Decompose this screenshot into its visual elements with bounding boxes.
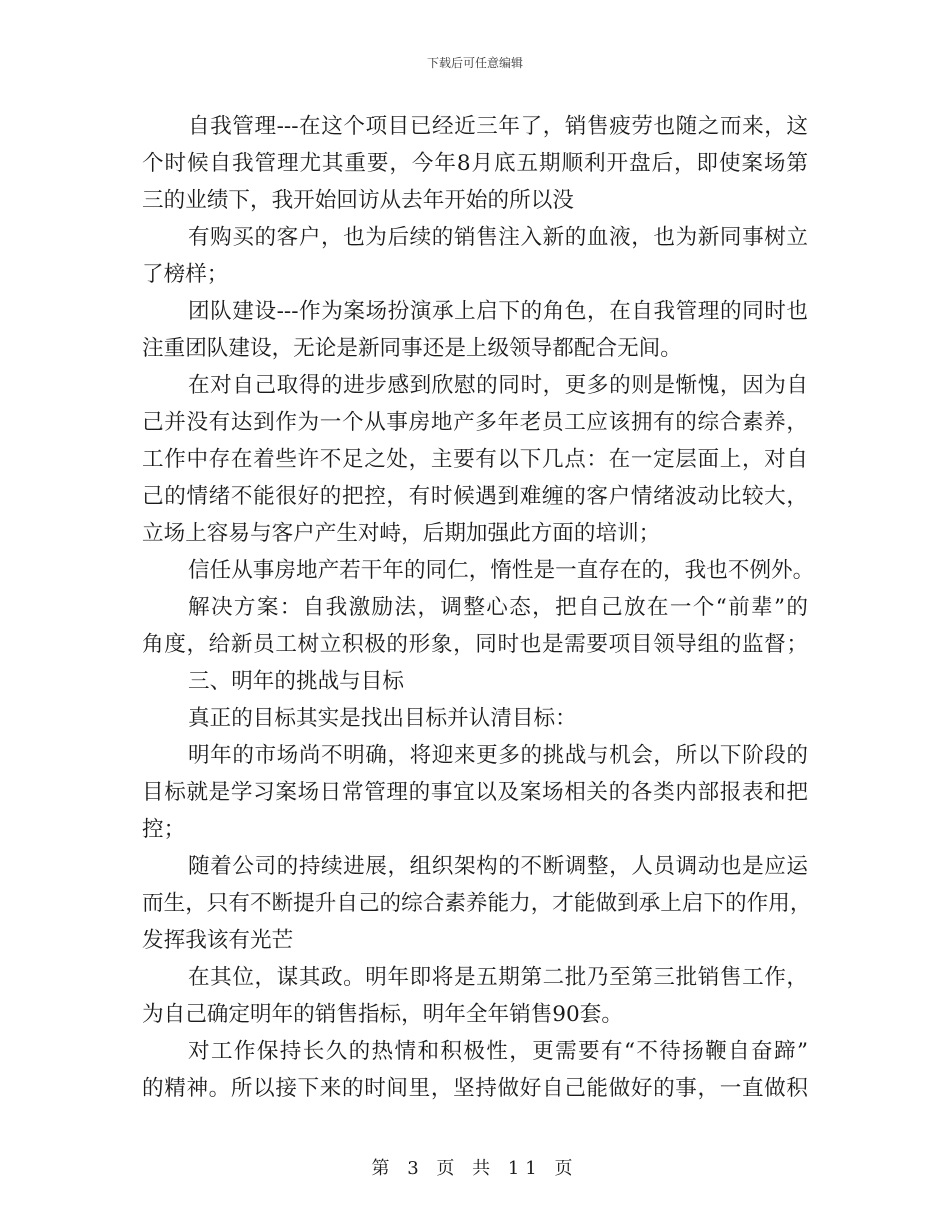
text-line: 了榜样； <box>142 262 229 287</box>
text-line: 在对自己取得的进步感到欣慰的同时，更多的则是惭愧，因为自 <box>188 373 808 398</box>
text-line: 明年的市场尚不明确，将迎来更多的挑战与机会，所以下阶段的 <box>188 743 808 768</box>
text-line: 团队建设---作为案场扮演承上启下的角色，在自我管理的同时也 <box>188 299 808 324</box>
text-line: 自我管理---在这个项目已经近三年了，销售疲劳也随之而来，这 <box>188 114 808 139</box>
text-line: 工作中存在着些许不足之处，主要有以下几点：在一定层面上，对自 <box>142 447 808 472</box>
text-line: 个时候自我管理尤其重要，今年8月底五期顺利开盘后，即使案场第 <box>142 151 808 176</box>
text-line: 己并没有达到作为一个从事房地产多年老员工应该拥有的综合素养， <box>142 410 808 435</box>
text-line: 在其位，谋其政。明年即将是五期第二批乃至第三批销售工作， <box>188 965 808 990</box>
text-line: 信任从事房地产若干年的同仁，惰性是一直存在的，我也不例外。 <box>188 558 815 583</box>
text-line: 己的情绪不能很好的把控，有时候遇到难缠的客户情绪波动比较大， <box>142 484 808 509</box>
text-line: 控； <box>142 817 186 842</box>
text-line: 为自己确定明年的销售指标，明年全年销售90套。 <box>142 1002 623 1027</box>
text-line: 角度，给新员工树立积极的形象，同时也是需要项目领导组的监督； <box>142 632 808 657</box>
text-line: 注重团队建设，无论是新同事还是上级领导都配合无间。 <box>142 336 682 361</box>
text-line: 三、明年的挑战与目标 <box>188 669 404 694</box>
text-line: 目标就是学习案场日常管理的事宜以及案场相关的各类内部报表和把 <box>142 780 808 805</box>
page-footer: 第 3 页 共 11 页 <box>371 1158 579 1179</box>
text-line: 随着公司的持续进展，组织架构的不断调整，人员调动也是应运 <box>188 854 808 879</box>
text-line: 而生，只有不断提升自己的综合素养能力，才能做到承上启下的作用， <box>142 891 812 916</box>
text-line: 解决方案：自我激励法，调整心态，把自己放在一个“前辈”的 <box>188 595 808 620</box>
text-line: 的精神。所以接下来的时间里，坚持做好自己能做好的事，一直做积 <box>142 1076 808 1101</box>
text-line: 三的业绩下，我开始回访从去年开始的所以没 <box>142 188 574 213</box>
text-line: 对工作保持长久的热情和积极性，更需要有“不待扬鞭自奋蹄” <box>188 1039 808 1064</box>
page-header: 下载后可任意编辑 <box>426 56 523 70</box>
text-line: 真正的目标其实是找出目标并认清目标： <box>188 706 577 731</box>
text-line: 有购买的客户，也为后续的销售注入新的血液，也为新同事树立 <box>188 225 808 250</box>
text-line: 发挥我该有光芒 <box>142 928 294 953</box>
document-body <box>142 108 815 1107</box>
text-line: 立场上容易与客户产生对峙，后期加强此方面的培训； <box>142 521 661 546</box>
